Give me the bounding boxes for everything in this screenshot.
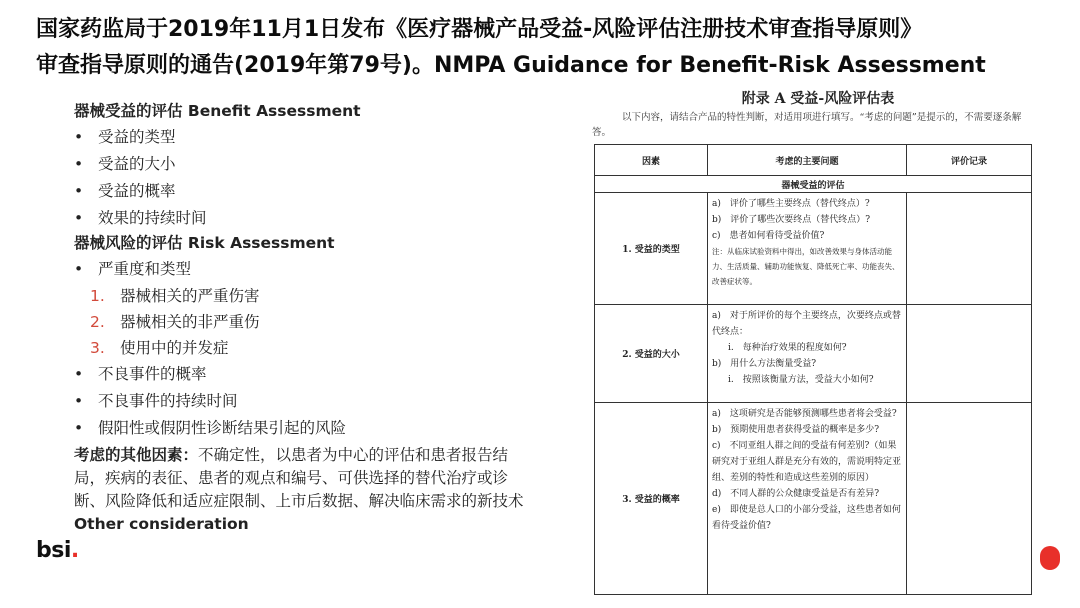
risk-item: • 不良事件的持续时间	[74, 388, 534, 415]
logo-text: bsi	[36, 538, 71, 563]
risk-item: • 假阳性或假阴性诊断结果引起的风险	[74, 415, 534, 442]
bsi-logo	[36, 538, 79, 563]
question-line: b) 预期使用患者获得受益的概率是多少?	[712, 425, 880, 435]
table-row	[595, 403, 1032, 595]
brand-shape-icon	[1040, 546, 1060, 570]
appendix-title: 附录 A 受益-风险评估表	[741, 91, 895, 107]
appendix-document-image	[588, 82, 1048, 592]
factor-cell: 2. 受益的大小	[595, 305, 708, 403]
question-line: c) 患者如何看待受益价值?	[712, 231, 825, 241]
questions-cell	[708, 193, 907, 305]
question-line: b) 评价了哪些次要终点（替代终点）?	[712, 215, 871, 225]
question-line: b) 用什么方法衡量受益?	[712, 359, 817, 369]
severity-subitem	[74, 309, 534, 335]
other-label: 考虑的其他因素：	[74, 446, 199, 464]
header-record: 评价记录	[907, 145, 1032, 176]
question-line: i. 按照该衡量方法，受益大小如何?	[728, 375, 874, 385]
risk-item: • 严重度和类型	[74, 256, 534, 283]
subitem-number: 3.	[90, 339, 105, 357]
question-line: i. 每种治疗效果的程度如何?	[728, 343, 847, 353]
subitem-number: 2.	[90, 313, 105, 331]
questions-cell	[708, 305, 907, 403]
risk-list-more	[74, 361, 534, 442]
record-cell	[907, 403, 1032, 595]
question-line: d) 不同人群的公众健康受益是否有差异?	[712, 489, 880, 499]
question-line: a) 这项研究是否能够预测哪些患者将会受益?	[712, 409, 897, 419]
header-questions: 考虑的主要问题	[708, 145, 907, 176]
question-line: a) 评价了哪些主要终点（替代终点）?	[712, 199, 870, 209]
benefit-item: • 受益的概率	[74, 178, 534, 205]
appendix-intro: 以下内容，请结合产品的特性判断，对适用项进行填写。“考虑的问题”是提示的，不需要逐条解答。	[592, 112, 1022, 138]
record-cell	[907, 305, 1032, 403]
severity-subitem	[74, 335, 534, 361]
factor-cell: 3. 受益的概率	[595, 403, 708, 595]
subitem-text: 使用中的并发症	[120, 339, 229, 357]
assessment-outline	[74, 100, 534, 536]
subitem-text: 器械相关的严重伤害	[120, 287, 260, 305]
benefit-item: • 效果的持续时间	[74, 205, 534, 232]
benefit-item: • 受益的大小	[74, 151, 534, 178]
risk-list	[74, 256, 534, 283]
subitem-text: 器械相关的非严重伤	[120, 313, 260, 331]
group-label: 器械受益的评估	[595, 176, 1032, 193]
benefit-item: • 受益的类型	[74, 124, 534, 151]
risk-heading: 器械风险的评估 Risk Assessment	[74, 234, 335, 252]
severity-sublist	[74, 283, 534, 361]
question-line: e) 即使是总人口的小部分受益，这些患者如何看待受益价值?	[712, 505, 901, 531]
benefit-list	[74, 124, 534, 232]
risk-item: • 不良事件的概率	[74, 361, 534, 388]
slide-title	[36, 12, 1046, 84]
question-line: c) 不同亚组人群之间的受益有何差别?（如果研究对于亚组人群是充分有效的，需说明特定亚组、差别的特性和造成这些差别的原因）	[712, 441, 902, 483]
factor-cell: 1. 受益的类型	[595, 193, 708, 305]
table-group-row	[595, 176, 1032, 193]
benefit-heading: 器械受益的评估 Benefit Assessment	[74, 102, 361, 120]
question-line: a) 对于所评价的每个主要终点，次要终点或替代终点：	[712, 311, 901, 337]
question-note: 注：从临床试验资料中得出，如改善效果与身体活动能力、生活质量、辅助功能恢复、降低死亡率、功能丧失、改善症状等。	[712, 247, 900, 286]
other-text: 不确定性，以患者为中心的评估和患者报告结局，疾病的表征、患者的观点和编号、可供选择的替代治疗或诊断、风险降低和适应症限制、上市后数据、解决临床需求的新技术	[74, 446, 524, 510]
table-header-row	[595, 145, 1032, 176]
severity-subitem	[74, 283, 534, 309]
benefit-risk-table	[594, 144, 1032, 595]
record-cell	[907, 193, 1032, 305]
questions-cell	[708, 403, 907, 595]
logo-dot: .	[70, 538, 79, 563]
other-considerations	[74, 444, 534, 536]
other-en: Other consideration	[74, 515, 249, 533]
table-row	[595, 305, 1032, 403]
slide-title-line-2: 审查指导原则的通告(2019年第79号)。NMPA Guidance for Benefit-Risk Assessment	[36, 53, 986, 78]
table-row	[595, 193, 1032, 305]
slide-title-line-1: 国家药监局于2019年11月1日发布《医疗器械产品受益-风险评估注册技术审查指导原则》	[36, 17, 923, 42]
header-factor: 因素	[595, 145, 708, 176]
subitem-number: 1.	[90, 287, 105, 305]
